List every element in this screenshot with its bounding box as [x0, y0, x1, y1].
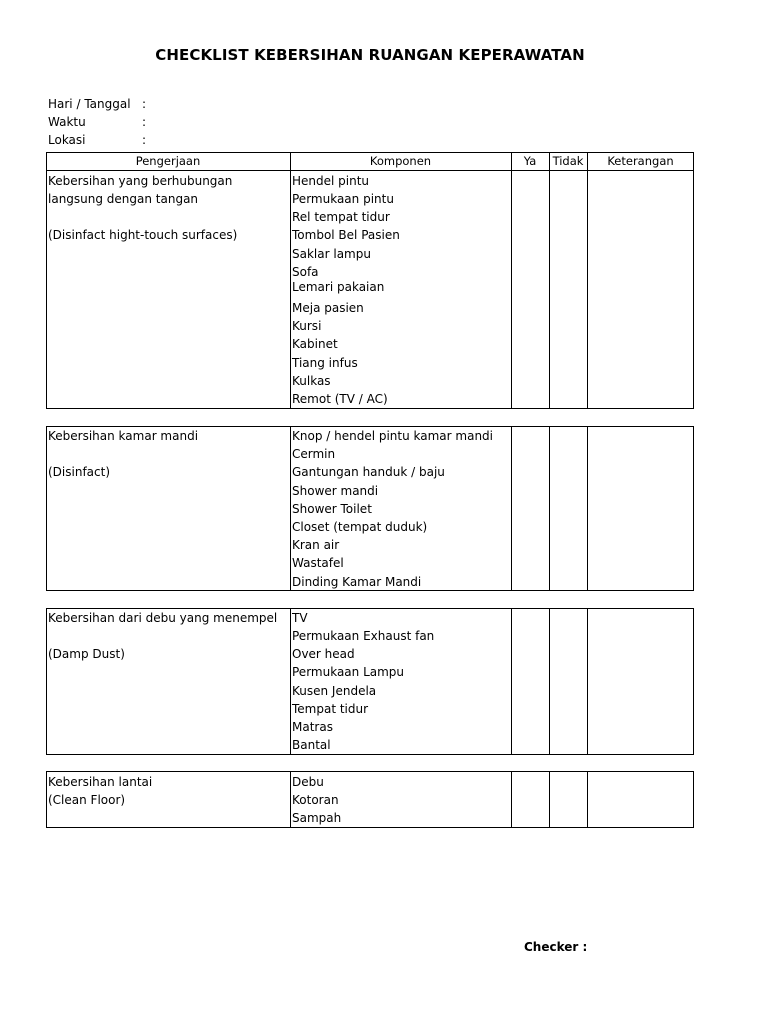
column-divider	[549, 608, 550, 755]
komponen-item: Tombol Bel Pasien	[292, 228, 400, 242]
komponen-item: Permukaan Lampu	[292, 665, 405, 679]
column-divider	[587, 170, 588, 409]
column-divider	[549, 170, 550, 409]
komponen-item: Kursi	[292, 319, 322, 333]
pengerjaan-line: Kebersihan dari debu yang menempel	[48, 611, 278, 625]
komponen-item: Shower mandi	[292, 484, 379, 498]
komponen-item: Sofa	[292, 265, 319, 279]
komponen-item: Hendel pintu	[292, 174, 370, 188]
komponen-item: Closet (tempat duduk)	[292, 520, 428, 534]
komponen-item: Lemari pakaian	[292, 280, 385, 294]
meta-label-lokasi: Lokasi	[48, 133, 86, 147]
komponen-item: Matras	[292, 720, 333, 734]
komponen-item: Wastafel	[292, 556, 344, 570]
komponen-item: Kotoran	[292, 793, 339, 807]
checklist-section-damp-dust	[46, 608, 694, 755]
column-divider	[511, 608, 512, 755]
pengerjaan-line: (Damp Dust)	[48, 647, 125, 661]
meta-colon: :	[142, 97, 147, 111]
column-divider	[290, 771, 291, 828]
komponen-item: Dinding Kamar Mandi	[292, 575, 422, 589]
komponen-item: Tiang infus	[292, 356, 358, 370]
column-divider	[511, 426, 512, 591]
column-divider	[290, 608, 291, 755]
checker-label: Checker :	[524, 940, 588, 954]
meta-label-hari-tanggal: Hari / Tanggal	[48, 97, 131, 111]
komponen-item: Bantal	[292, 738, 331, 752]
komponen-item: Saklar lampu	[292, 247, 371, 261]
pengerjaan-line: Kebersihan yang berhubungan	[48, 174, 233, 188]
column-divider	[587, 426, 588, 591]
page-title: CHECKLIST KEBERSIHAN RUANGAN KEPERAWATAN	[155, 46, 585, 64]
column-divider	[290, 426, 291, 591]
komponen-item: Knop / hendel pintu kamar mandi	[292, 429, 494, 443]
meta-label-waktu: Waktu	[48, 115, 86, 129]
table-header-row	[46, 152, 694, 171]
header-keterangan: Keterangan	[607, 154, 674, 168]
column-divider	[511, 771, 512, 828]
header-tidak: Tidak	[552, 154, 584, 168]
checklist-section-hand-contact	[46, 170, 694, 409]
komponen-item: Tempat tidur	[292, 702, 369, 716]
checklist-section-bathroom	[46, 426, 694, 591]
komponen-item: Meja pasien	[292, 301, 364, 315]
komponen-item: Rel tempat tidur	[292, 210, 390, 224]
column-divider	[587, 608, 588, 755]
pengerjaan-line: Kebersihan lantai	[48, 775, 153, 789]
komponen-item: Kulkas	[292, 374, 331, 388]
column-divider	[290, 170, 291, 409]
komponen-item: Permukaan pintu	[292, 192, 394, 206]
komponen-item: Shower Toilet	[292, 502, 372, 516]
column-divider	[549, 771, 550, 828]
pengerjaan-line: (Clean Floor)	[48, 793, 126, 807]
komponen-item: Kabinet	[292, 337, 338, 351]
meta-colon: :	[142, 133, 147, 147]
checklist-section-clean-floor	[46, 771, 694, 828]
komponen-item: Remot (TV / AC)	[292, 392, 388, 406]
column-divider	[587, 771, 588, 828]
komponen-item: Kran air	[292, 538, 340, 552]
header-pengerjaan: Pengerjaan	[135, 154, 201, 168]
komponen-item: Kusen Jendela	[292, 684, 377, 698]
komponen-item: Cermin	[292, 447, 336, 461]
komponen-item: Over head	[292, 647, 355, 661]
komponen-item: Gantungan handuk / baju	[292, 465, 445, 479]
column-divider	[511, 170, 512, 409]
pengerjaan-line: (Disinfact hight-touch surfaces)	[48, 228, 238, 242]
komponen-item: Debu	[292, 775, 324, 789]
komponen-item: Permukaan Exhaust fan	[292, 629, 435, 643]
column-divider	[549, 426, 550, 591]
meta-colon: :	[142, 115, 147, 129]
komponen-item: Sampah	[292, 811, 342, 825]
komponen-item: TV	[292, 611, 308, 625]
header-komponen: Komponen	[369, 154, 432, 168]
pengerjaan-line: Kebersihan kamar mandi	[48, 429, 199, 443]
header-ya: Ya	[523, 154, 537, 168]
pengerjaan-line: (Disinfact)	[48, 465, 111, 479]
pengerjaan-line: langsung dengan tangan	[48, 192, 199, 206]
